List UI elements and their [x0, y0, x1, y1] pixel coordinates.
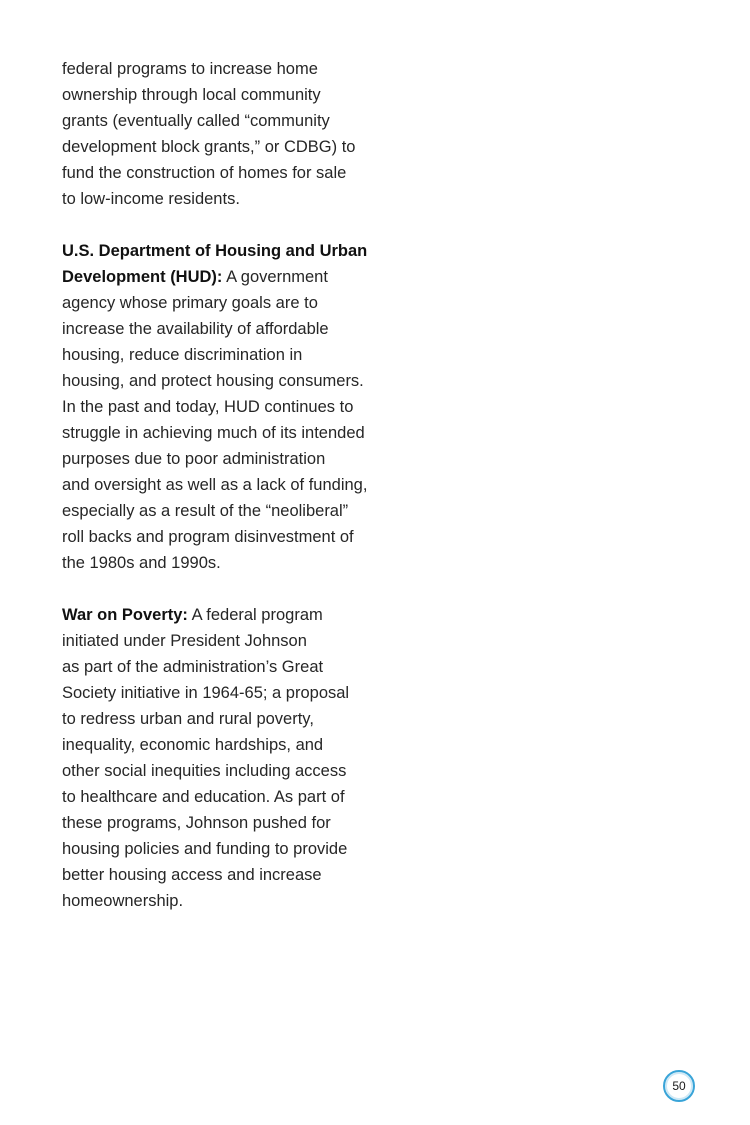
text-line: struggle in achieving much of its intended: [62, 424, 365, 442]
text-line: and oversight as well as a lack of funding,: [62, 476, 368, 494]
glossary-term: Development (HUD):: [62, 268, 223, 286]
definition-text: A federal program: [187, 606, 323, 624]
paragraph-cdbg-continuation: [62, 56, 372, 212]
text-line: inequality, economic hardships, and: [62, 736, 324, 754]
definition-text: A government: [222, 268, 328, 286]
text-line: housing, reduce discrimination in: [62, 346, 303, 364]
text-line: to low-income residents.: [62, 190, 240, 208]
text-line: agency whose primary goals are to: [62, 294, 318, 312]
text-line: Society initiative in 1964-65; a proposal: [62, 684, 350, 702]
text-line: better housing access and increase: [62, 866, 322, 884]
text-line: federal programs to increase home: [62, 60, 318, 78]
text-line: housing policies and funding to provide: [62, 840, 348, 858]
text-line: [62, 264, 372, 290]
page-number-badge: [663, 1070, 695, 1102]
glossary-term: U.S. Department of Housing and Urban: [62, 242, 368, 260]
glossary-term: War on Poverty:: [62, 606, 188, 624]
text-line: homeownership.: [62, 892, 184, 910]
text-line: development block grants,” or CDBG) to: [62, 138, 356, 156]
text-line: initiated under President Johnson: [62, 632, 307, 650]
text-line: to healthcare and education. As part of: [62, 788, 345, 806]
paragraph-spacer: [62, 212, 372, 238]
text-line: these programs, Johnson pushed for: [62, 814, 331, 832]
text-line: roll backs and program disinvestment of: [62, 528, 354, 546]
paragraph-spacer: [62, 576, 372, 602]
document-body: [62, 56, 372, 914]
glossary-entry-war-on-poverty: [62, 602, 372, 914]
text-line: In the past and today, HUD continues to: [62, 398, 354, 416]
text-line: grants (eventually called “community: [62, 112, 330, 130]
text-line: increase the availability of affordable: [62, 320, 329, 338]
text-line: especially as a result of the “neoliberal”: [62, 502, 349, 520]
text-line: to redress urban and rural poverty,: [62, 710, 314, 728]
text-line: ownership through local community: [62, 86, 321, 104]
text-line: the 1980s and 1990s.: [62, 554, 221, 572]
glossary-entry-hud: [62, 238, 372, 576]
page-number: 50: [672, 1079, 686, 1093]
text-line: purposes due to poor administration: [62, 450, 326, 468]
text-line: housing, and protect housing consumers.: [62, 372, 364, 390]
text-line: [62, 602, 372, 628]
text-line: fund the construction of homes for sale: [62, 164, 347, 182]
text-line: as part of the administration’s Great: [62, 658, 324, 676]
text-line: other social inequities including access: [62, 762, 347, 780]
